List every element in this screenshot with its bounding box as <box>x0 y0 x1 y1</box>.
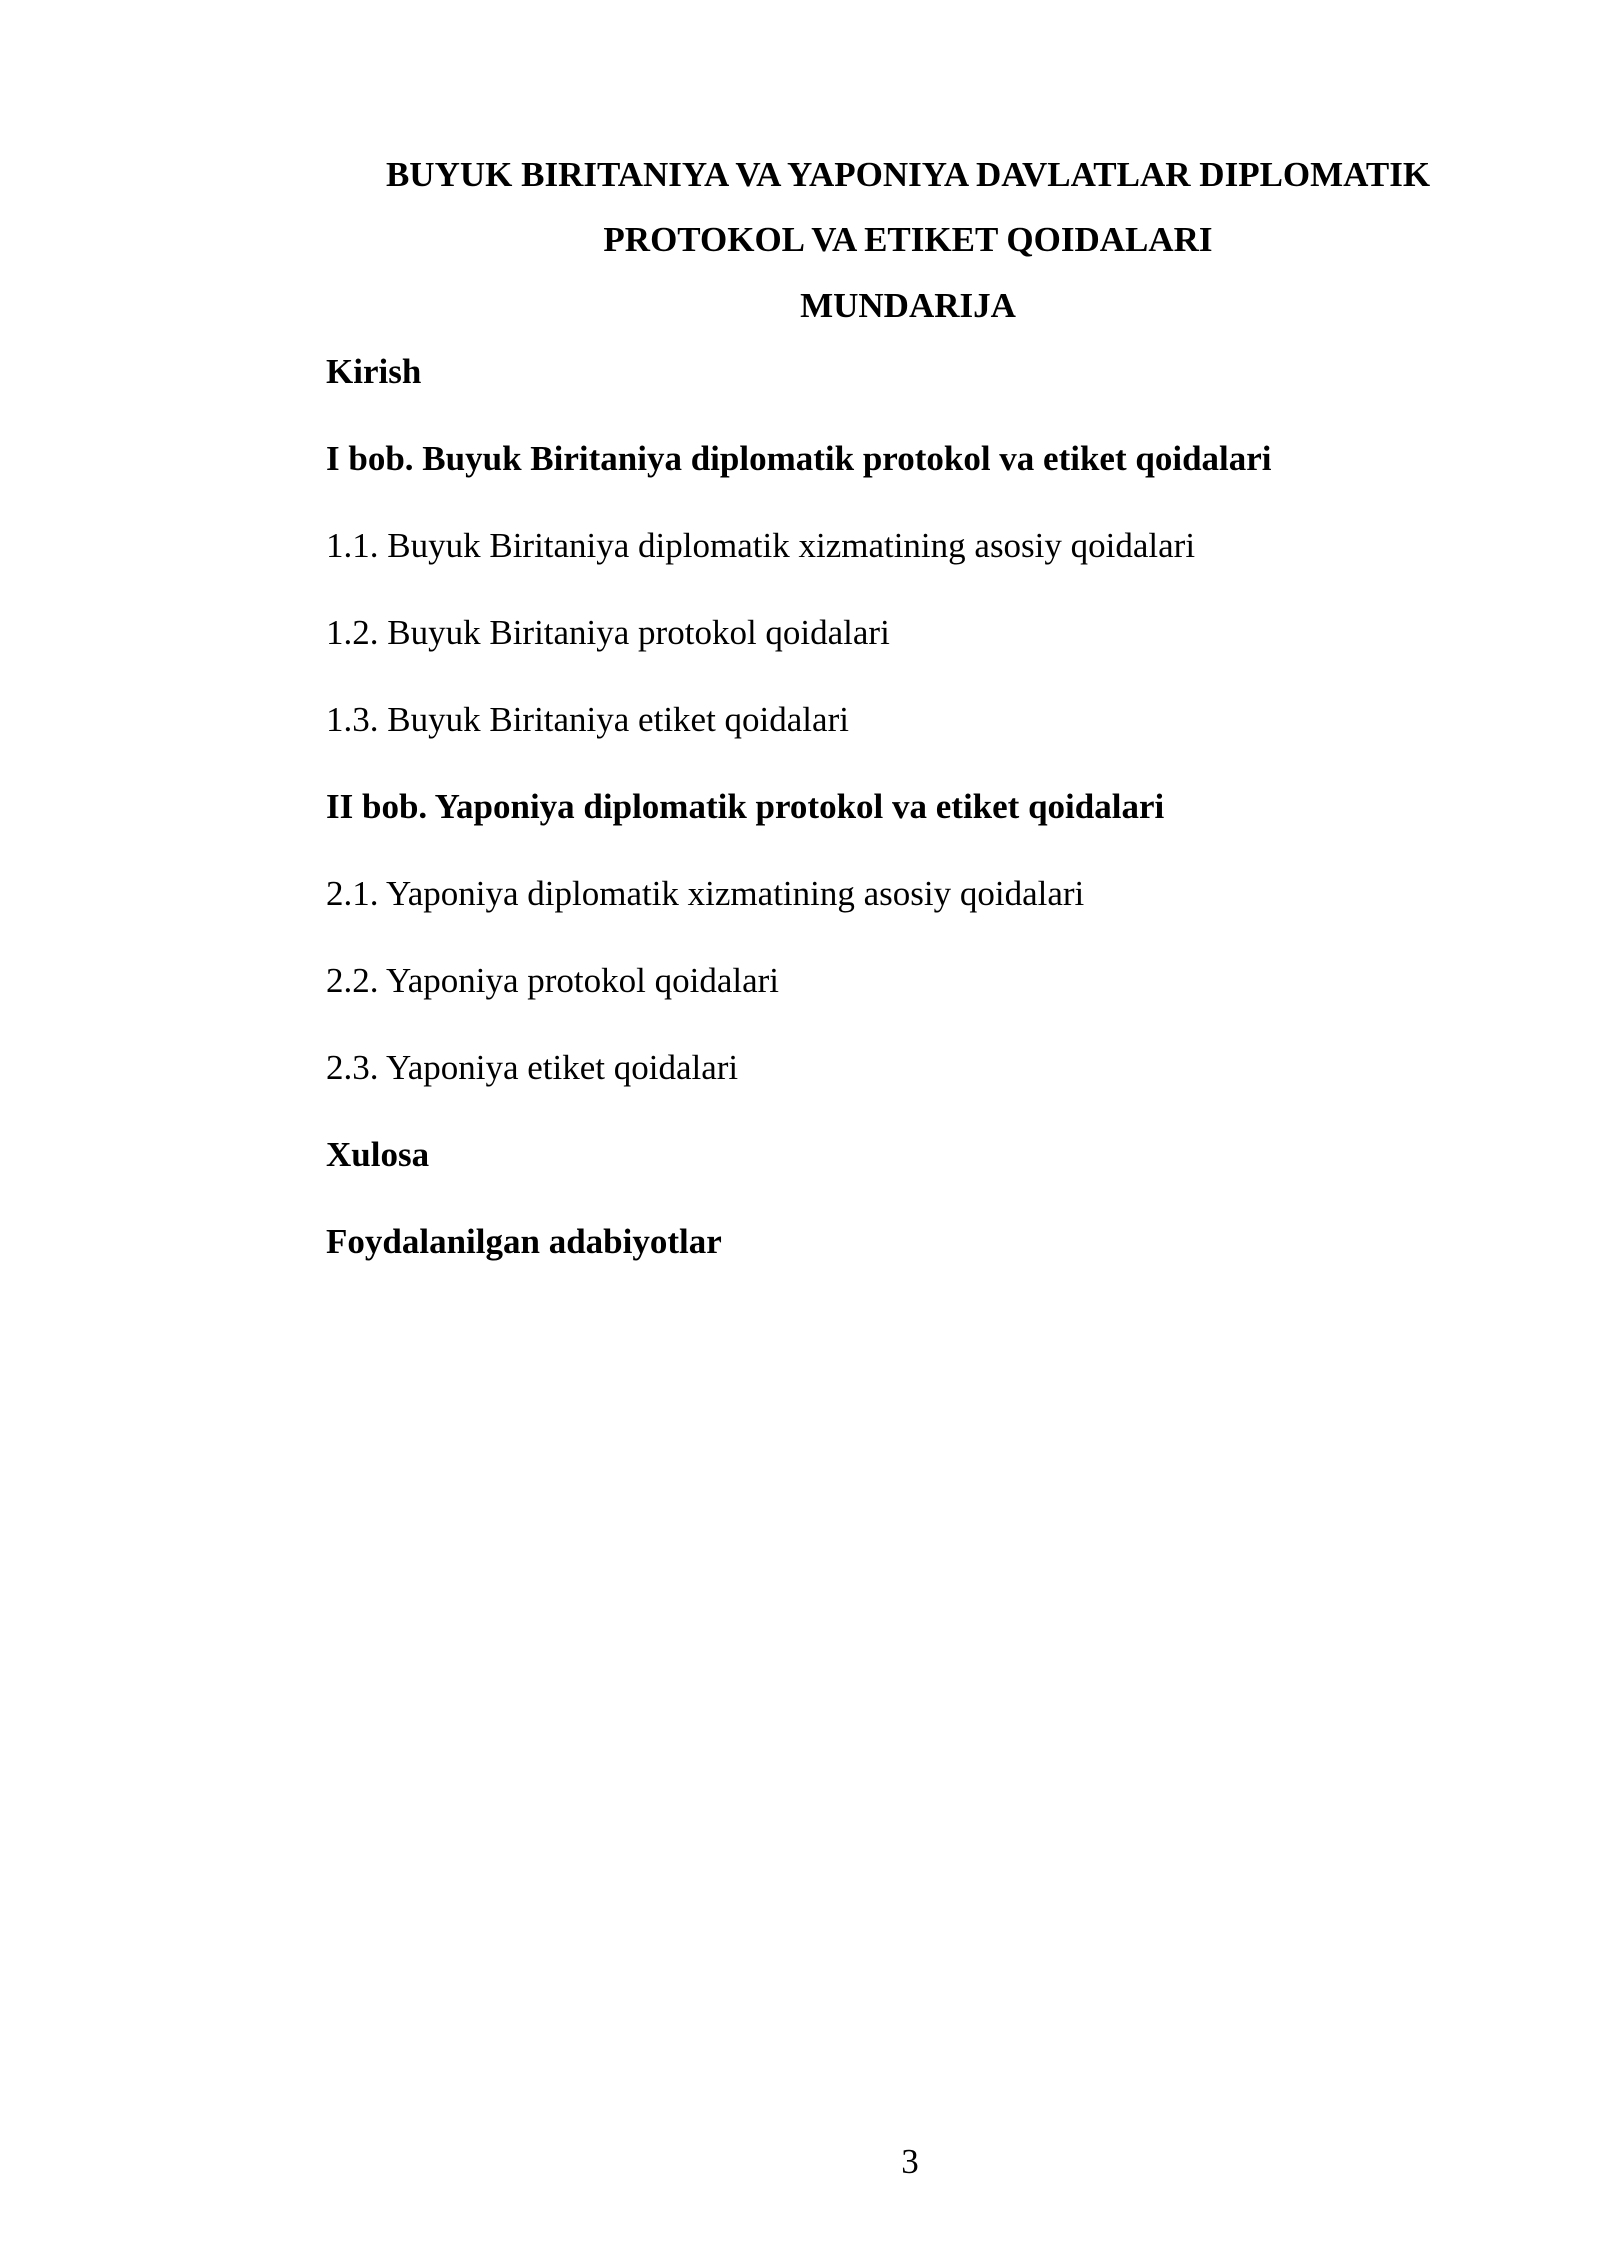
toc-entry-section-2-3: 2.3. Yaponiya etiket qoidalari <box>326 1048 739 1087</box>
toc-entry-section-1-2: 1.2. Buyuk Biritaniya protokol qoidalari <box>326 613 890 652</box>
toc-entry-section-2-1: 2.1. Yaponiya diplomatik xizmatining asosiy qoidalari <box>326 874 1085 913</box>
document-title-line-1: BUYUK BIRITANIYA VA YAPONIYA DAVLATLAR DIPLOMATIK <box>385 155 1431 194</box>
toc-entry-chapter-2: II bob. Yaponiya diplomatik protokol va etiket qoidalari <box>326 787 1165 826</box>
page-number: 3 <box>901 2142 919 2181</box>
toc-heading: MUNDARIJA <box>800 286 1016 325</box>
document-title-line-2: PROTOKOL VA ETIKET QOIDALARI <box>603 220 1213 259</box>
toc-entry-references: Foydalanilgan adabiyotlar <box>326 1222 722 1261</box>
toc-entry-introduction: Kirish <box>326 352 422 391</box>
toc-entry-section-2-2: 2.2. Yaponiya protokol qoidalari <box>326 961 780 1000</box>
toc-entry-conclusion: Xulosa <box>326 1135 430 1174</box>
toc-entry-chapter-1: I bob. Buyuk Biritaniya diplomatik protokol va etiket qoidalari <box>326 439 1272 478</box>
toc-entry-section-1-1: 1.1. Buyuk Biritaniya diplomatik xizmatining asosiy qoidalari <box>326 526 1196 565</box>
toc-entry-section-1-3: 1.3. Buyuk Biritaniya etiket qoidalari <box>326 700 849 739</box>
